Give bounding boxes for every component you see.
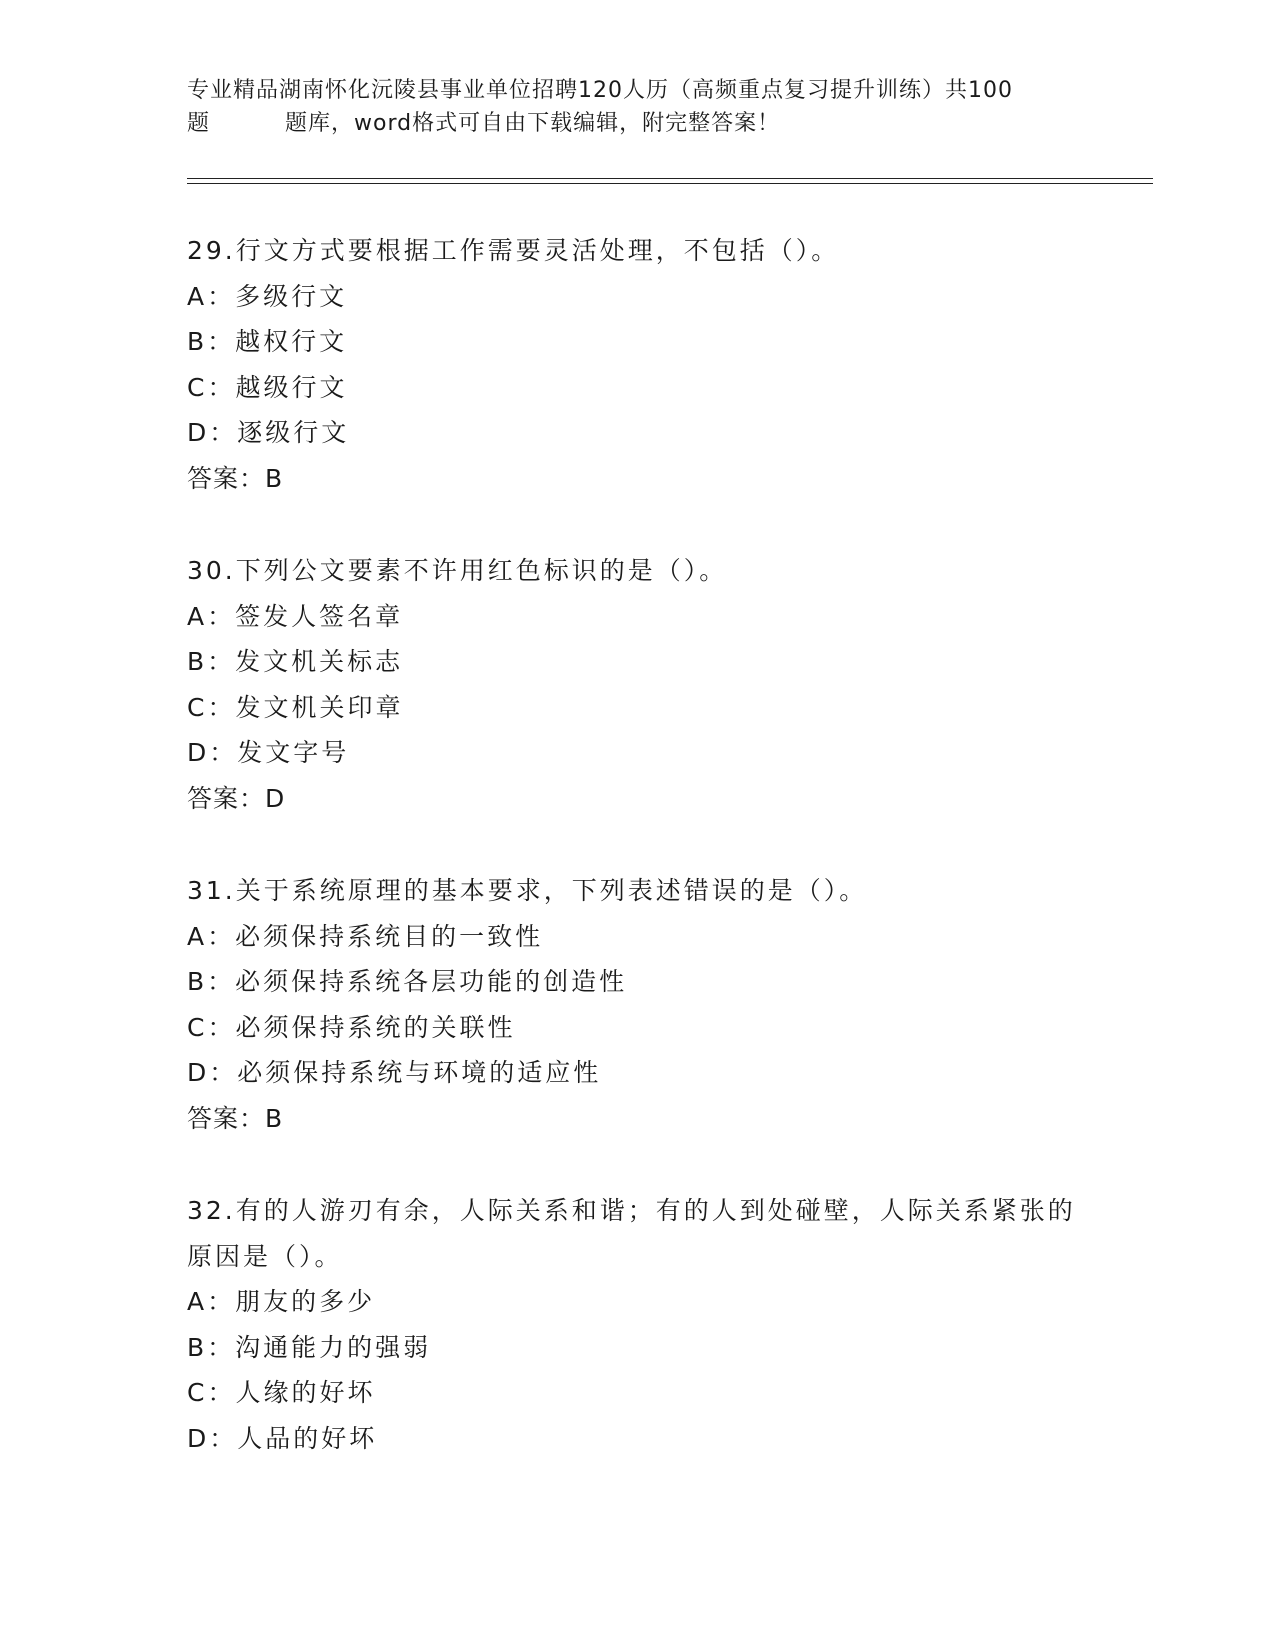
header-title-line-1: 专业精品湖南怀化沅陵县事业单位招聘120人历（高频重点复习提升训练）共100 bbox=[187, 78, 1013, 103]
header-title-rest: 题库，word格式可自由下载编辑，附完整答案！ bbox=[285, 111, 781, 136]
question-29 bbox=[187, 228, 1087, 501]
option-c: C：发文机关印章 bbox=[187, 692, 404, 722]
question-stem: 30.下列公文要素不许用红色标识的是（）。 bbox=[187, 556, 728, 585]
question-32 bbox=[187, 1188, 1087, 1461]
header-title-prefix: 题 bbox=[187, 111, 211, 136]
option-b: B：沟通能力的强弱 bbox=[187, 1332, 432, 1362]
question-30 bbox=[187, 548, 1087, 821]
question-stem: 31.关于系统原理的基本要求，下列表述错误的是（）。 bbox=[187, 876, 868, 905]
header-rule-bottom bbox=[187, 183, 1153, 184]
option-d: D：必须保持系统与环境的适应性 bbox=[187, 1058, 602, 1087]
option-a: A：朋友的多少 bbox=[187, 1287, 376, 1316]
option-c: C：必须保持系统的关联性 bbox=[187, 1012, 516, 1042]
option-a: A：必须保持系统目的一致性 bbox=[187, 921, 544, 951]
option-d: D：逐级行文 bbox=[187, 418, 350, 447]
option-b: B：必须保持系统各层功能的创造性 bbox=[187, 967, 628, 996]
option-d: D：人品的好坏 bbox=[187, 1423, 378, 1453]
option-a: A：签发人签名章 bbox=[187, 601, 404, 631]
answer: 答案：D bbox=[187, 783, 286, 813]
option-d: D：发文字号 bbox=[187, 738, 350, 767]
option-b: B：发文机关标志 bbox=[187, 647, 404, 676]
question-31 bbox=[187, 868, 1087, 1141]
option-a: A：多级行文 bbox=[187, 281, 348, 311]
header-rule-top bbox=[187, 178, 1153, 179]
option-c: C：越级行文 bbox=[187, 372, 348, 402]
question-stem: 29.行文方式要根据工作需要灵活处理，不包括（）。 bbox=[187, 236, 840, 265]
answer: 答案：B bbox=[187, 463, 284, 493]
header-title-line-2 bbox=[187, 107, 1087, 140]
answer: 答案：B bbox=[187, 1103, 284, 1133]
document-header bbox=[187, 74, 1087, 140]
option-b: B：越权行文 bbox=[187, 327, 348, 356]
question-stem: 32.有的人游刃有余，人际关系和谐；有的人到处碰壁，人际关系紧张的原因是（）。 bbox=[187, 1196, 1076, 1271]
option-c: C：人缘的好坏 bbox=[187, 1378, 376, 1407]
